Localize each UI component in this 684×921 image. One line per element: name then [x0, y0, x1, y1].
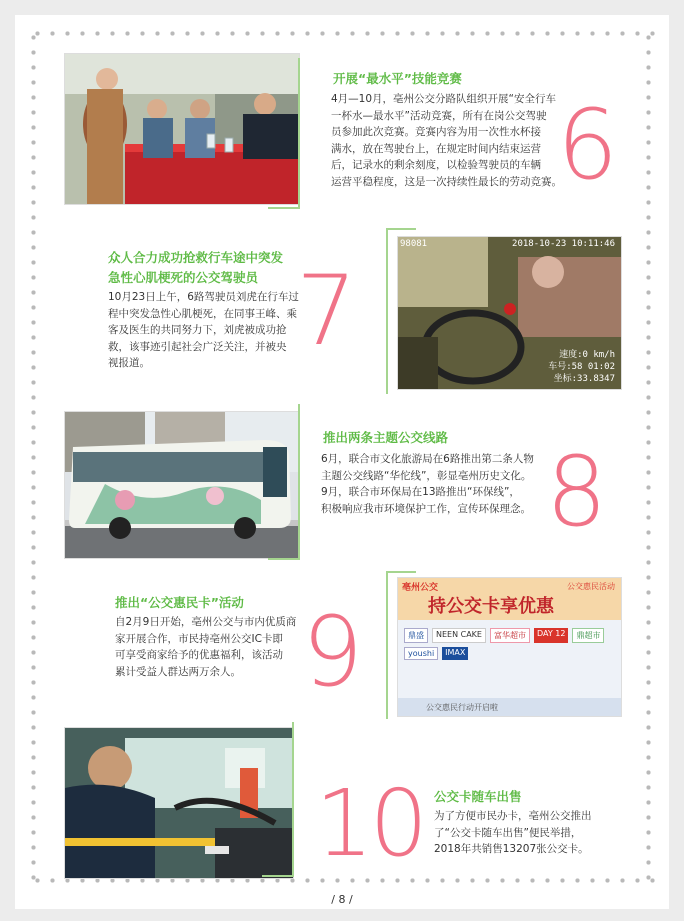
section-6-number: 6	[557, 89, 619, 201]
text-line: 员参加此次竞赛。竞赛内容为用一次性水杯接	[331, 126, 541, 138]
section-10-text	[434, 808, 634, 858]
section-9-text	[115, 614, 315, 680]
section-6-title: 开展“最水平”技能竞赛	[333, 71, 462, 86]
dotted-border-left	[31, 30, 36, 890]
logo-item: 富华超市	[490, 628, 530, 643]
frame-line	[386, 228, 416, 230]
text-line: 9月，联合市环保局在13路推出“环保线”，	[321, 486, 520, 498]
dotted-border-top	[30, 31, 660, 36]
section-9-title: 推出“公交惠民卡”活动	[115, 595, 244, 610]
section-7-text	[108, 289, 318, 372]
logo-item: NEEN CAKE	[432, 628, 486, 643]
photo-bus-camera	[397, 236, 622, 390]
text-line: 10月23日上午，6路驾驶员刘虎在行车过	[108, 291, 299, 303]
frame-line	[268, 558, 300, 560]
page-number: / 8 /	[331, 893, 353, 906]
camera-id: 98081	[400, 239, 428, 249]
camera-extra: 坐标:33.8347	[553, 374, 615, 384]
text-line: 视报道。	[108, 357, 150, 369]
frame-line	[298, 404, 300, 560]
section-6-text	[331, 91, 581, 190]
frame-line	[262, 875, 294, 877]
section-8-number: 8	[546, 436, 608, 548]
text-line: 6月，联合市文化旅游局在6路推出第二条人物	[321, 453, 534, 465]
text-line: 家开展合作，市民持亳州公交IC卡即	[115, 632, 283, 645]
text-line: 救，该事迹引起社会广泛关注，并被央	[108, 340, 287, 353]
text-line: 4月—10月，亳州公交分路队组织开展“安全行车	[331, 93, 556, 105]
text-line: 为了方便市民办卡，亳州公交推出	[434, 810, 592, 822]
text-line: 程中突发急性心肌梗死，在同事王峰、乘	[108, 307, 297, 320]
section-8-title: 推出两条主题公交线路	[323, 430, 449, 445]
frame-line	[386, 571, 416, 573]
text-line: 2018年共销售13207张公交卡。	[434, 843, 589, 855]
frame-line	[386, 228, 388, 394]
poster-footer: 公交惠民行动开启啦	[426, 703, 498, 712]
poster-badge: 公交惠民活动	[567, 582, 615, 591]
text-line: 积极响应我市环境保护工作，宣传环保理念。	[321, 502, 531, 515]
camera-extra: 车号:58 01:02	[548, 362, 615, 372]
frame-line	[386, 571, 388, 719]
text-line: 运营平稳程度，这是一次持续性最长的劳动竞赛。	[331, 175, 562, 188]
section-9-number: 9	[302, 596, 364, 708]
section-7-number: 7	[296, 255, 358, 367]
title-line: 众人合力成功抢救行车途中突发	[108, 250, 284, 265]
photo-card-sale	[64, 727, 294, 879]
text-line: 一杯水—最水平”活动竞赛，所有在岗公交驾驶	[331, 109, 547, 122]
logo-item: 鼎盛	[404, 628, 428, 643]
text-line: 满水，放在驾驶台上，在规定时间内结束运营	[331, 142, 541, 155]
frame-line	[268, 207, 300, 209]
photo-skill-competition	[64, 53, 300, 205]
camera-overlay	[548, 349, 615, 385]
poster-headline: 持公交卡享优惠	[428, 596, 554, 617]
text-line: 累计受益人群达两万余人。	[115, 665, 241, 678]
logo-item: youshi	[404, 647, 438, 660]
poster-brand: 亳州公交	[402, 583, 439, 593]
logo-item: IMAX	[442, 647, 468, 660]
text-line: 客及医生的共同努力下，刘虎被成功抢	[108, 324, 287, 336]
logo-item: 鼎超市	[572, 628, 604, 643]
poster-card-discount	[397, 577, 622, 717]
text-line: 主题公交线路“华佗线”，彰显亳州历史文化。	[321, 469, 532, 482]
photo-theme-bus	[64, 411, 300, 559]
logo-item: DAY 12	[534, 628, 568, 643]
section-10-number: 10	[315, 770, 425, 877]
dotted-border-right	[646, 30, 651, 890]
text-line: 自2月9日开始，亳州公交与市内优质商	[115, 616, 297, 628]
text-line: 了“公交卡随车出售”便民举措，	[434, 826, 582, 839]
frame-line	[298, 58, 300, 208]
camera-datetime: 2018-10-23 10:11:46	[512, 239, 615, 249]
text-line: 后，记录水的剩余刻度，以检验驾驶员的车辆	[331, 159, 541, 171]
camera-speed: 速度:0 km/h	[559, 350, 615, 360]
title-line: 急性心肌梗死的公交驾驶员	[108, 270, 259, 285]
text-line: 可享受商家给予的优惠福利，该活动	[115, 649, 283, 661]
frame-line	[292, 722, 294, 876]
section-8-text	[321, 451, 561, 517]
section-7-title	[108, 248, 283, 288]
poster-logos	[404, 628, 616, 660]
section-10-title: 公交卡随车出售	[434, 789, 522, 804]
